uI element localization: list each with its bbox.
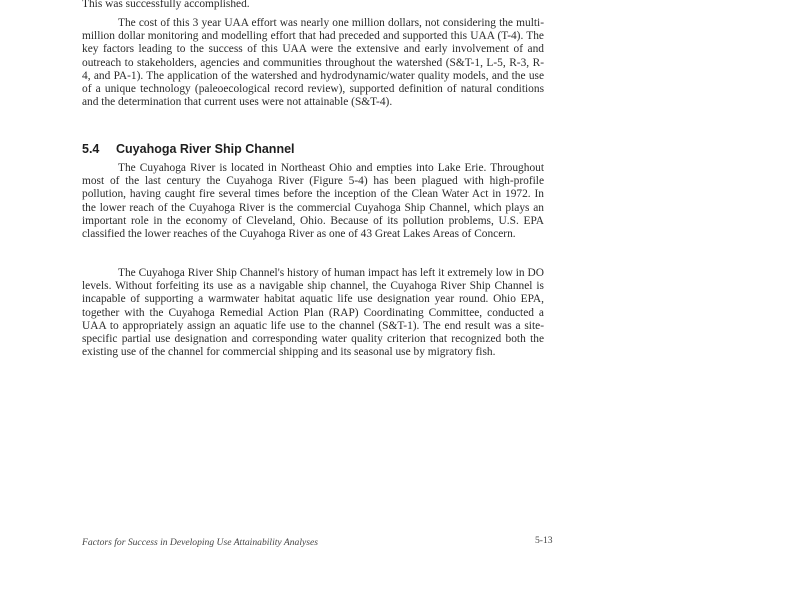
section-number: 5.4: [82, 142, 100, 156]
footer-title: Factors for Success in Developing Use Attainability Analyses: [82, 537, 318, 548]
section-title: Cuyahoga River Ship Channel: [116, 142, 295, 156]
lead-line: This was successfully accomplished.: [82, 0, 250, 10]
page-number: 5-13: [535, 535, 553, 546]
paragraph-ship-channel-history: The Cuyahoga River Ship Channel's history of human impact has left it extremely low in DO levels. Without forfeiting its use as a navigable ship channel, the Cuyahoga River Ship Channel is incapable of supporting a warmwater habitat aquatic life use designation year round. Ohio EPA, together with the Cuyahoga Remedial Action Plan (RAP) Coordinating Committee, conducted a UAA to appropriately assign an aquatic life use to the channel (S&T-1). The end result was a site-specific partial use designation and corresponding water quality criterion that recognized both the existing use of the channel for commercial shipping and its seasonal use by migratory fish.: [82, 267, 544, 359]
paragraph-cuyahoga-intro: The Cuyahoga River is located in Northeast Ohio and empties into Lake Erie. Throughout most of the last century the Cuyahoga River (Figure 5-4) has been plagued with high-profile pollution, having caught fire several times before the inception of the Clean Water Act in 1972. In the lower reach of the Cuyahoga River is the commercial Cuyahoga Ship Channel, which plays an important role in the economy of Cleveland, Ohio. Because of its pollution problems, U.S. EPA classified the lower reaches of the Cuyahoga River as one of 43 Great Lakes Areas of Concern.: [82, 162, 544, 241]
paragraph-uaa-cost: The cost of this 3 year UAA effort was nearly one million dollars, not considering the multi-million dollar monitoring and modelling effort that had preceded and supported this UAA (T-4). The key factors leading to the success of this UAA were the extensive and early involvement of and outreach to stakeholders, agencies and communities throughout the watershed (S&T-1, L-5, R-3, R-4, and PA-1). The application of the watershed and hydrodynamic/water quality models, and the use of a unique technology (paleoecological record review), supported definition of natural conditions and the determination that current uses were not attainable (S&T-4).: [82, 17, 544, 109]
section-heading: [82, 142, 295, 156]
